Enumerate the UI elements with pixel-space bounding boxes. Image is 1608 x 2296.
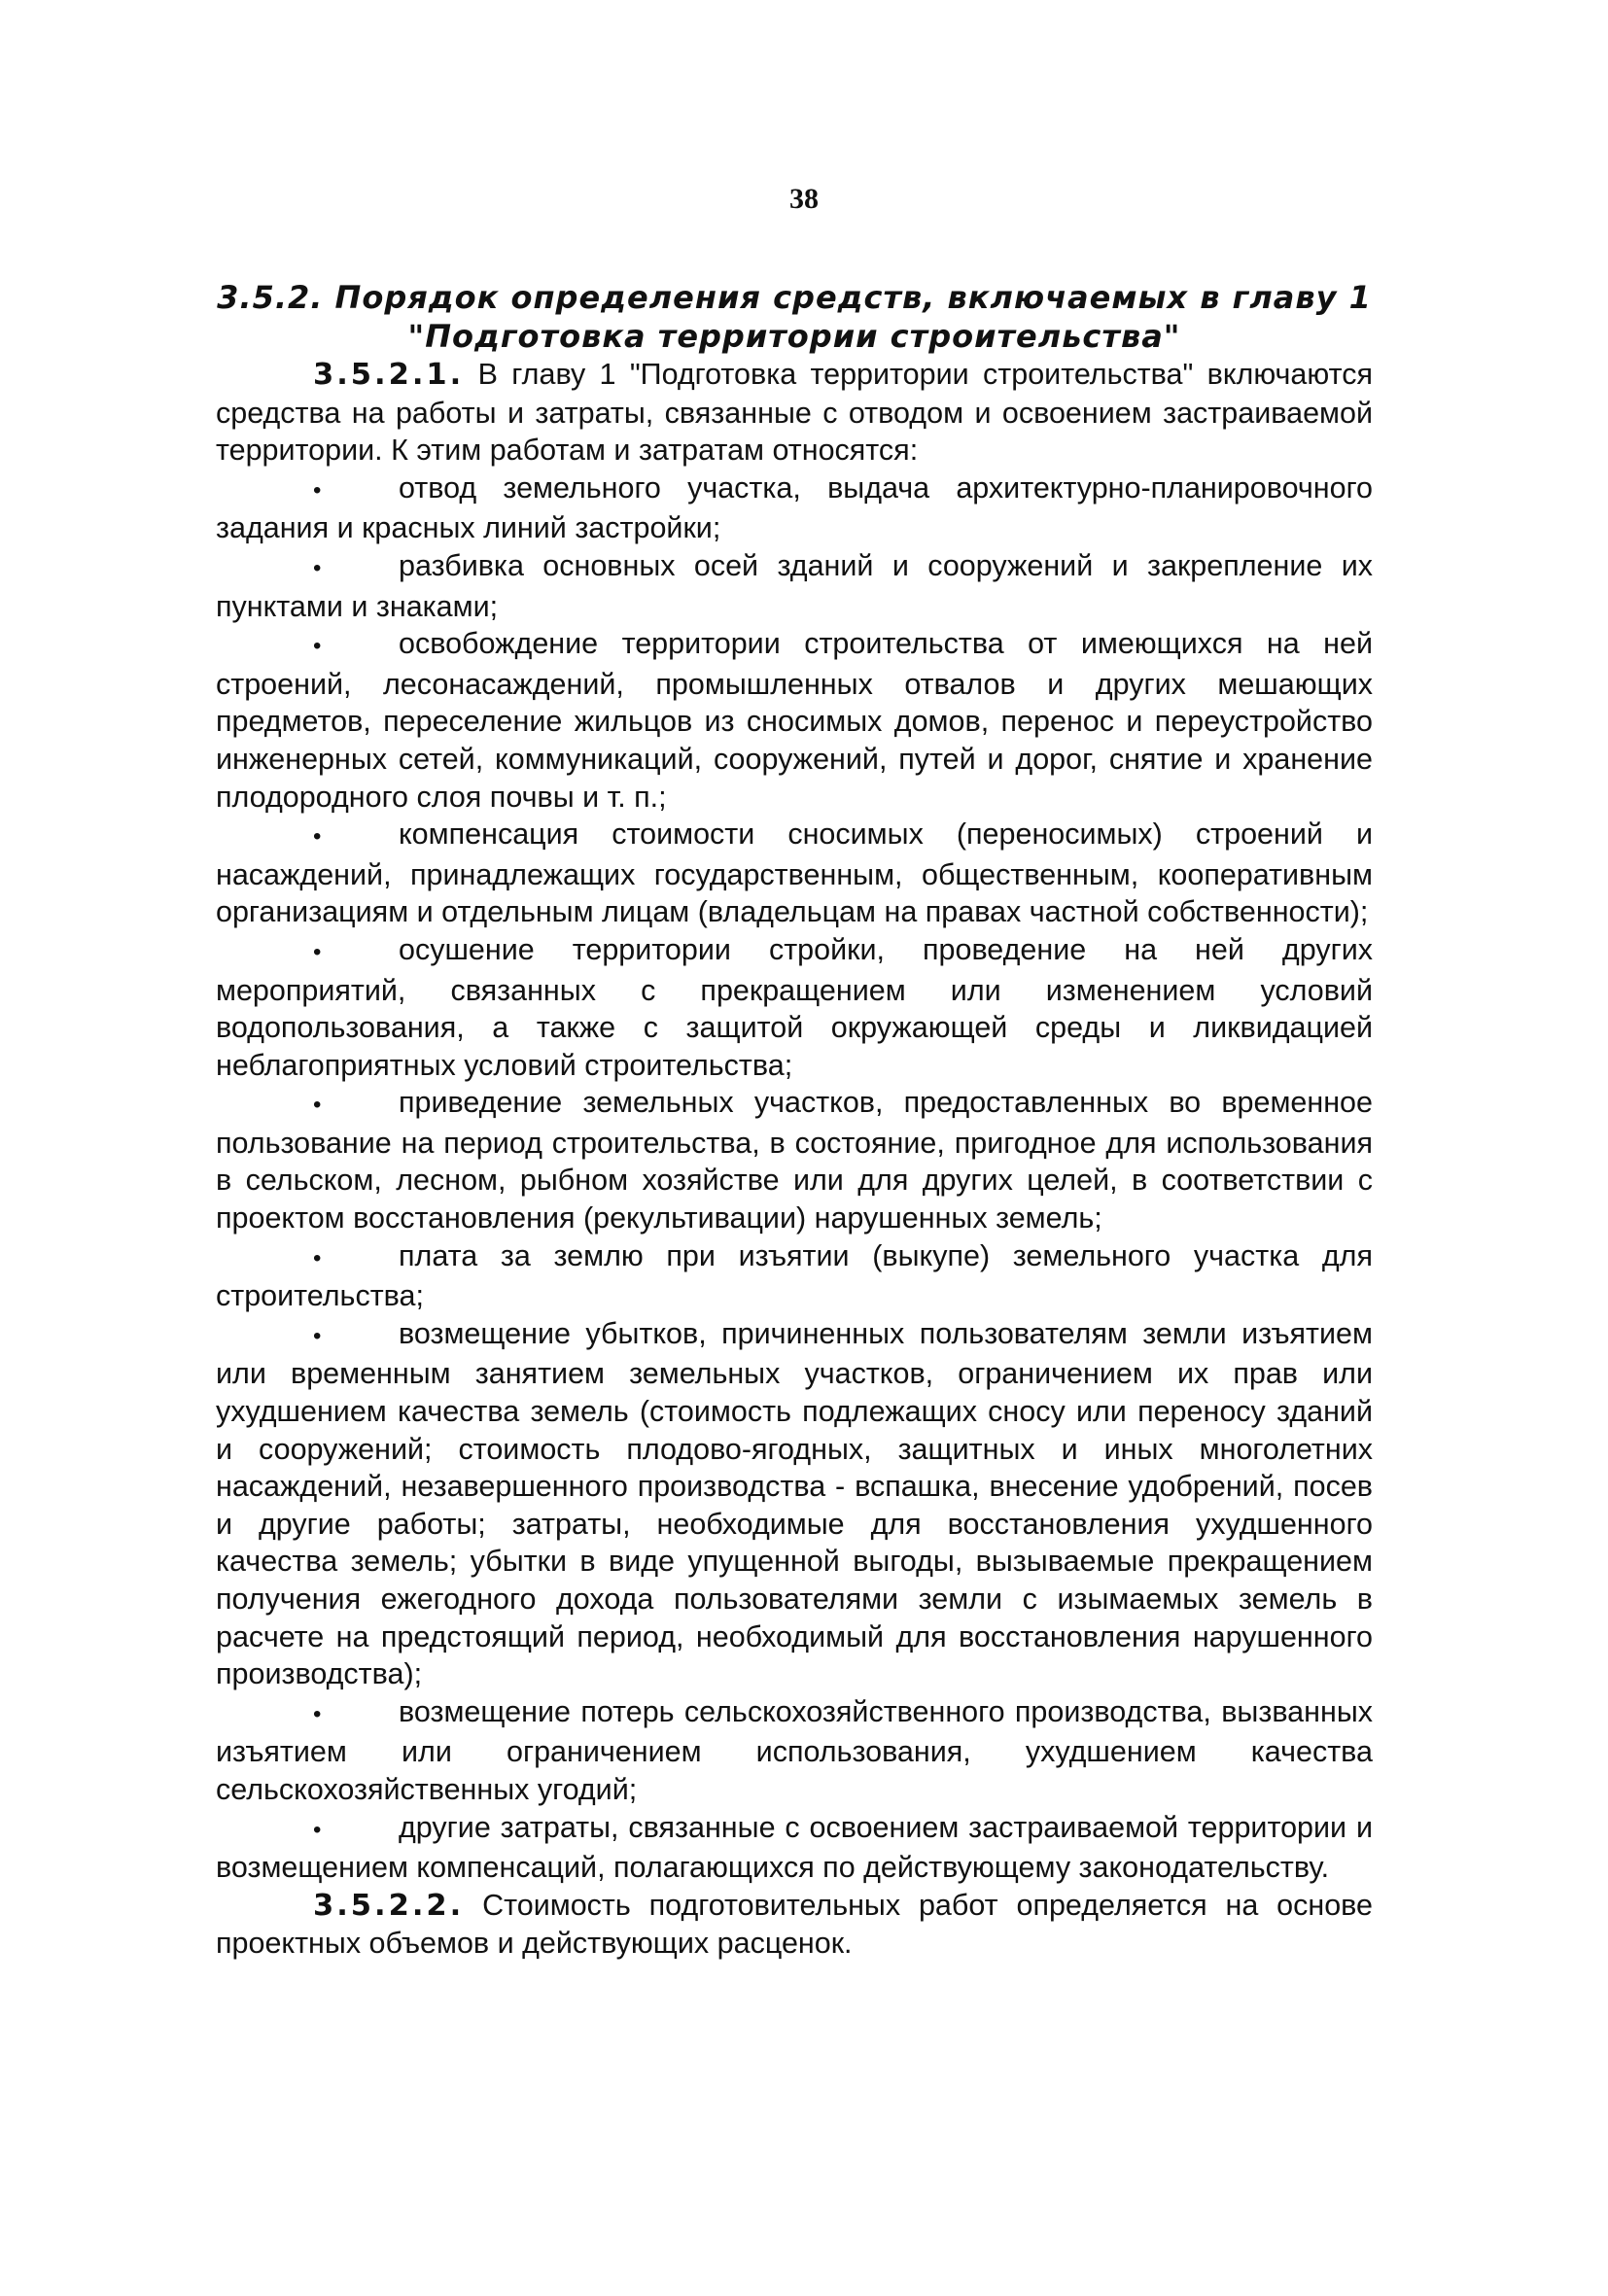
list-item [216, 1084, 1373, 1236]
section-heading-line-2: "Подготовка территории строительства" [407, 318, 1181, 355]
bullet-icon: • [313, 1092, 322, 1119]
intro-text: В главу 1 "Подготовка территории строительства" включаются средства на работы и затраты, связанные с отводом и освоением застраиваемой территории. К этим работам и затратам относятся: [216, 358, 1373, 468]
bullet-icon: • [313, 554, 322, 581]
list-item-text: другие затраты, связанные с освоением застраиваемой территории и возмещением компенсаций, полагающихся по действующему законодательству. [216, 1810, 1373, 1885]
bullet-icon: • [313, 1322, 322, 1349]
list-item [216, 1237, 1373, 1315]
list-item-text: компенсация стоимости сносимых (переносимых) строений и насаждений, принадлежащих государственным, общественным, кооперативным организациям и отдельным лицам (владельцам на правах частной собственности); [216, 818, 1373, 929]
list-item [216, 470, 1373, 547]
bullet-icon: • [313, 476, 322, 504]
section-heading-line-1: 3.5.2. Порядок определения средств, включаемых в главу 1 [217, 279, 1372, 316]
list-item [216, 547, 1373, 625]
list-item [216, 625, 1373, 816]
bullet-icon: • [313, 633, 322, 660]
list-item [216, 1315, 1373, 1693]
list-item-text: плата за землю при изъятии (выкупе) земельного участка для строительства; [216, 1238, 1373, 1313]
intro-section-number: 3.5.2.1. [313, 358, 465, 392]
closing-text: Стоимость подготовительных работ определяется на основе проектных объемов и действующих расценок. [216, 1888, 1373, 1961]
document-body [216, 356, 1373, 1963]
list-item [216, 1809, 1373, 1887]
bullet-list [216, 470, 1373, 1887]
list-item [216, 816, 1373, 931]
closing-section-number: 3.5.2.2. [313, 1888, 465, 1923]
page-number: 38 [789, 183, 819, 215]
list-item [216, 1693, 1373, 1809]
section-heading [216, 278, 1373, 356]
intro-paragraph [216, 356, 1373, 470]
list-item-text: возмещение потерь сельскохозяйственного производства, вызванных изъятием или ограничением использования, ухудшением качества сельскохозяйственных угодий; [216, 1694, 1373, 1806]
bullet-icon: • [313, 1700, 322, 1727]
bullet-icon: • [313, 938, 322, 965]
bullet-icon: • [313, 1244, 322, 1271]
closing-paragraph [216, 1887, 1373, 1963]
list-item-text: возмещение убытков, причиненных пользователям земли изъятием или временным занятием земельных участков, ограничением их прав или ухудшением качества земель (стоимость подлежащих сносу или переносу зданий и сооружений; стоимость плодово-ягодных, защитных и иных многолетних насаждений, незавершенного производства - вспашка, внесение удобрений, посев и другие работы; затраты, необходимые для восстановления ухудшенного качества земель; убытки в виде упущенной выгоды, вызываемые прекращением получения ежегодного дохода пользователями земли с изымаемых земель в расчете на предстоящий период, необходимый для восстановления нарушенного производства); [216, 1316, 1373, 1691]
list-item-text: осушение территории стройки, проведение на ней других мероприятий, связанных с прекращением или изменением условий водопользования, а также с защитой окружающей среды и ликвидацией неблагоприятных условий строительства; [216, 932, 1373, 1082]
list-item [216, 931, 1373, 1084]
bullet-icon: • [313, 1816, 322, 1843]
list-item-text: отвод земельного участка, выдача архитектурно-планировочного задания и красных линий застройки; [216, 470, 1373, 545]
bullet-icon: • [313, 823, 322, 851]
list-item-text: разбивка основных осей зданий и сооружений и закрепление их пунктами и знаками; [216, 548, 1373, 623]
list-item-text: освобождение территории строительства от имеющихся на ней строений, лесонасаждений, промышленных отвалов и других мешающих предметов, переселение жильцов из сносимых домов, перенос и переустройство инженерных сетей, коммуникаций, сооружений, путей и дорог, снятие и хранение плодородного слоя почвы и т. п.; [216, 627, 1373, 814]
list-item-text: приведение земельных участков, предоставленных во временное пользование на период строительства, в состояние, пригодное для использования в сельском, лесном, рыбном хозяйстве или для других целей, в соответствии с проектом восстановления (рекультивации) нарушенных земель; [216, 1086, 1373, 1235]
